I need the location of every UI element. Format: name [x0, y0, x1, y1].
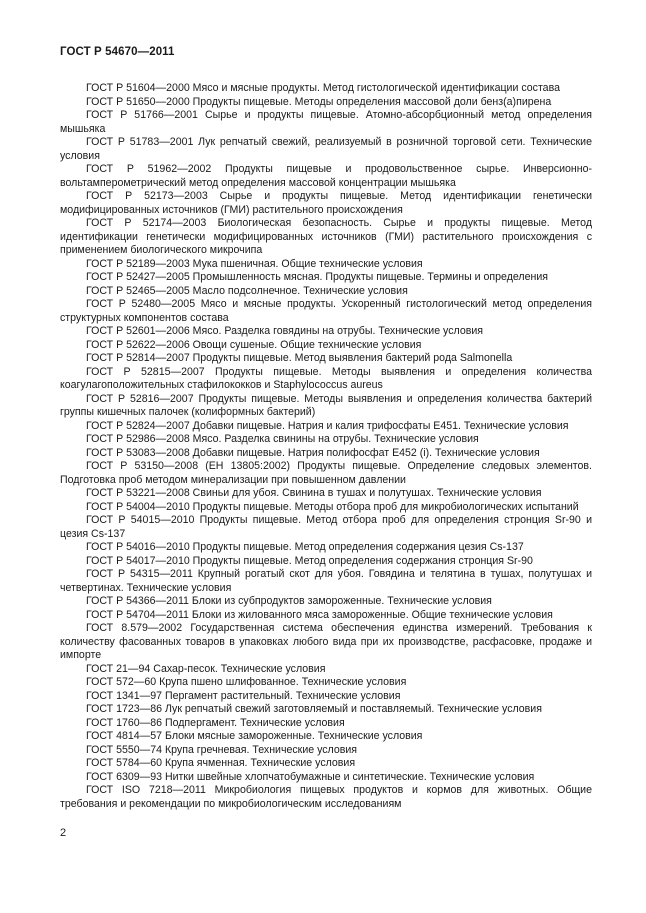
reference-item: ГОСТ Р 52465—2005 Масло подсолнечное. Технические условия — [86, 284, 408, 297]
page-number: 2 — [60, 827, 67, 839]
reference-item: ГОСТ Р 52824—2007 Добавки пищевые. Натрия и калия трифосфаты Е451. Технические условия — [86, 419, 569, 432]
reference-item: ГОСТ 1760—86 Подпергамент. Технические условия — [86, 716, 345, 729]
reference-item: ГОСТ Р 54015—2010 Продукты пищевые. Метод отбора проб для определения стронция Sr-90 и цезия Cs-137 — [60, 514, 592, 540]
reference-item: ГОСТ 5784—60 Крупа ячменная. Технические условия — [86, 757, 356, 769]
reference-item: ГОСТ Р 52986—2008 Мясо. Разделка свинины на отрубы. Технические условия — [86, 433, 479, 445]
reference-item: ГОСТ Р 53150—2008 (ЕН 13805:2002) Продукты пищевые. Определение следовых элементов. Подготовка проб методом минерализации при повышенном давлении — [60, 460, 592, 486]
reference-item: ГОСТ Р 52480—2005 Мясо и мясные продукты. Ускоренный гистологический метод определения структурных компонентов состава — [60, 298, 592, 324]
reference-item: ГОСТ 21—94 Сахар-песок. Технические условия — [86, 662, 326, 675]
reference-item: ГОСТ Р 52816—2007 Продукты пищевые. Методы выявления и определения количества бактерий группы кишечных палочек (колиформных бактерий) — [60, 392, 592, 418]
reference-item: ГОСТ 6309—93 Нитки швейные хлопчатобумажные и синтетические. Технические условия — [86, 770, 535, 783]
page-header-standard-number: ГОСТ Р 54670—2011 — [60, 46, 175, 58]
normative-references-list — [60, 82, 592, 811]
reference-item: ГОСТ Р 51783—2001 Лук репчатый свежий, реализуемый в розничной торговой сети. Технические условия — [60, 136, 592, 162]
reference-item: ГОСТ 5550—74 Крупа гречневая. Технические условия — [86, 743, 358, 756]
reference-item: ГОСТ Р 54004—2010 Продукты пищевые. Методы отбора проб для микробиологических испытаний — [86, 500, 579, 513]
reference-item: ГОСТ 572—60 Крупа пшено шлифованное. Технические условия — [86, 676, 407, 688]
reference-item: ГОСТ Р 54315—2011 Крупный рогатый скот для убоя. Говядина и телятина в тушах, полутушах и четвертинах. Технические условия — [60, 568, 592, 594]
reference-item: ГОСТ Р 52814—2007 Продукты пищевые. Метод выявления бактерий рода Salmonella — [86, 352, 513, 364]
reference-item: ГОСТ 4814—57 Блоки мясные замороженные. Технические условия — [86, 730, 423, 742]
reference-item: ГОСТ ISO 7218—2011 Микробиология пищевых продуктов и кормов для животных. Общие требования и рекомендации по микробиологическим исследованиям — [60, 784, 592, 810]
reference-item: ГОСТ Р 52815—2007 Продукты пищевые. Методы выявления и определения количества коагулагоположительных стафилококков и Staphylococcus aureus — [60, 365, 592, 391]
reference-item: ГОСТ Р 54366—2011 Блоки из субпродуктов замороженные. Технические условия — [86, 595, 492, 607]
reference-item: ГОСТ Р 54704—2011 Блоки из жилованного мяса замороженные. Общие технические условия — [86, 608, 553, 621]
reference-item: ГОСТ Р 54016—2010 Продукты пищевые. Метод определения содержания цезия Cs-137 — [86, 541, 524, 553]
reference-item: ГОСТ Р 51604—2000 Мясо и мясные продукты. Метод гистологической идентификации состава — [86, 82, 560, 94]
reference-item: ГОСТ Р 54017—2010 Продукты пищевые. Метод определения содержания стронция Sr-90 — [86, 554, 533, 567]
reference-item: ГОСТ Р 51766—2001 Сырье и продукты пищевые. Атомно-абсорбционный метод определения мышьяка — [60, 109, 592, 135]
reference-item: ГОСТ Р 52601—2006 Мясо. Разделка говядины на отрубы. Технические условия — [86, 325, 484, 337]
reference-item: ГОСТ Р 52622—2006 Овощи сушеные. Общие технические условия — [86, 338, 422, 351]
reference-item: ГОСТ 1723—86 Лук репчатый свежий заготовляемый и поставляемый. Технические условия — [86, 703, 542, 715]
reference-item: ГОСТ Р 51962—2002 Продукты пищевые и продовольственное сырье. Инверсионно-вольтамперометрический метод определения массовой концентрации мышьяка — [60, 163, 592, 189]
reference-item: ГОСТ Р 53083—2008 Добавки пищевые. Натрия полифосфат Е452 (i). Технические условия — [86, 446, 540, 459]
reference-item: ГОСТ Р 52174—2003 Биологическая безопасность. Сырье и продукты пищевые. Метод идентификации генетически модифицированных источников (ГМИ) растительного происхождения с применением биологического микрочипа — [60, 217, 592, 256]
reference-item: ГОСТ Р 51650—2000 Продукты пищевые. Методы определения массовой доли бенз(а)пирена — [86, 95, 552, 108]
reference-item: ГОСТ Р 52173—2003 Сырье и продукты пищевые. Метод идентификации генетически модифицированных источников (ГМИ) растительного происхождения — [60, 190, 592, 216]
reference-item: ГОСТ Р 52189—2003 Мука пшеничная. Общие технические условия — [86, 257, 423, 270]
reference-item: ГОСТ 1341—97 Пергамент растительный. Технические условия — [86, 689, 401, 702]
reference-item: ГОСТ Р 52427—2005 Промышленность мясная. Продукты пищевые. Термины и определения — [86, 271, 548, 283]
reference-item: ГОСТ Р 53221—2008 Свиньи для убоя. Свинина в тушах и полутушах. Технические условия — [86, 487, 542, 499]
reference-item: ГОСТ 8.579—2002 Государственная система обеспечения единства измерений. Требования к количеству фасованных товаров в упаковках любого вида при их производстве, расфасовке, продаже и импорте — [60, 622, 592, 661]
